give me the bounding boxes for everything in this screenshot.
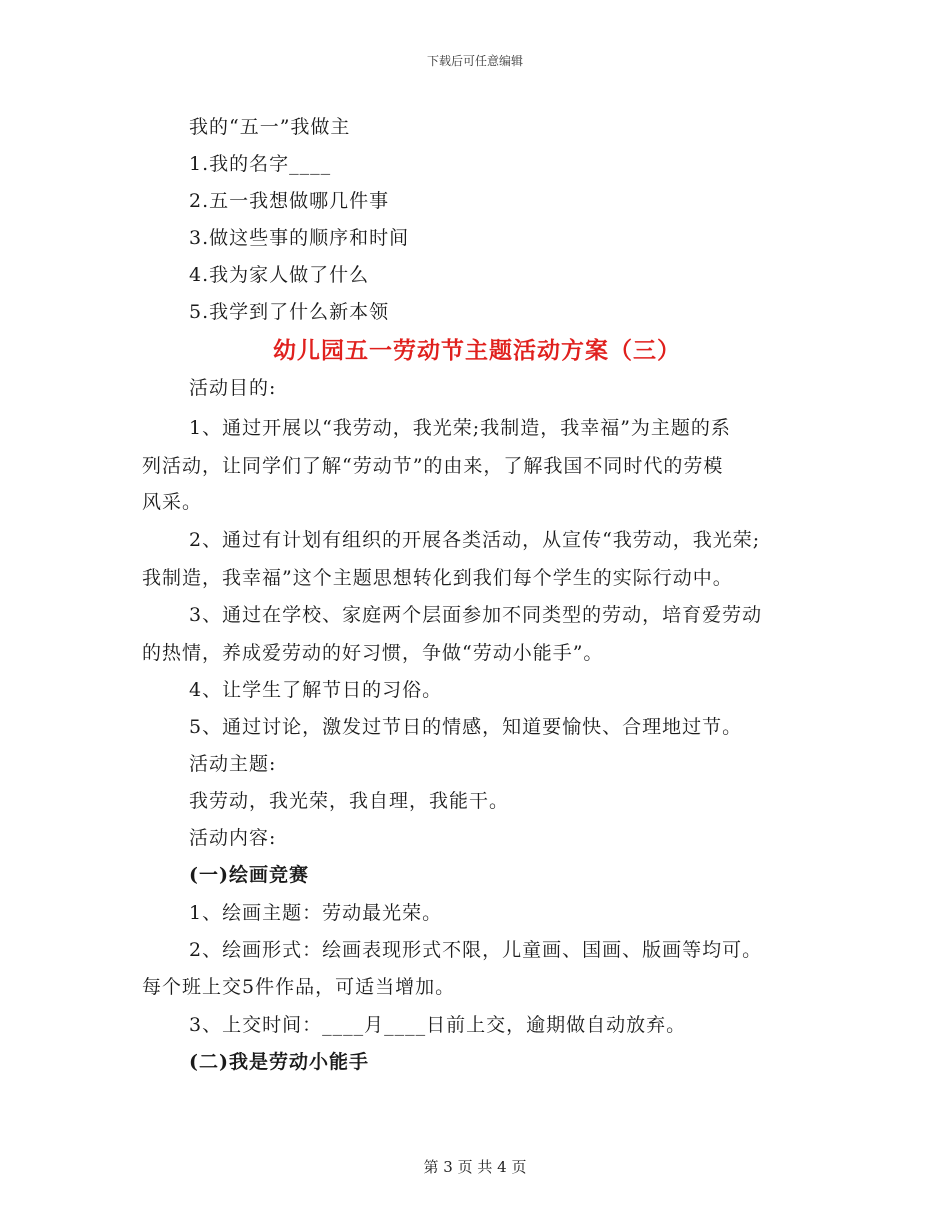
goal-paragraph: 风采。 [142, 491, 203, 513]
content-heading: 活动内容: [189, 827, 277, 849]
part1-item: 2、绘画形式：绘画表现形式不限，儿童画、国画、版画等均可。 [189, 939, 763, 961]
form-item: 1.我的名字____ [189, 153, 332, 175]
part1-heading: (一)绘画竞赛 [189, 864, 309, 886]
form-item: 2.五一我想做哪几件事 [189, 190, 390, 212]
goal-paragraph: 的热情，养成爱劳动的好习惯，争做“劳动小能手”。 [142, 642, 604, 664]
theme-text: 我劳动，我光荣，我自理，我能干。 [189, 790, 510, 812]
goal-paragraph: 3、通过在学校、家庭两个层面参加不同类型的劳动，培育爱劳动 [189, 604, 763, 626]
section-title: 幼儿园五一劳动节主题活动方案（三） [273, 337, 681, 364]
form-title: 我的“五一”我做主 [189, 116, 351, 138]
form-item: 3.做这些事的顺序和时间 [189, 227, 410, 249]
goal-paragraph: 5、通过讨论，激发过节日的情感，知道要愉快、合理地过节。 [189, 716, 743, 738]
goal-paragraph: 2、通过有计划有组织的开展各类活动，从宣传“我劳动，我光荣; [189, 529, 761, 551]
part1-item: 3、上交时间：____月____日前上交，逾期做自动放弃。 [189, 1014, 687, 1036]
theme-heading: 活动主题: [189, 753, 277, 775]
page-footer: 第 3 页 共 4 页 [423, 1158, 527, 1176]
form-item: 4.我为家人做了什么 [189, 264, 370, 286]
goal-heading: 活动目的: [189, 377, 277, 399]
part1-item: 每个班上交5件作品，可适当增加。 [142, 976, 456, 998]
form-item: 5.我学到了什么新本领 [189, 301, 390, 323]
page-header: 下载后可任意编辑 [426, 54, 523, 68]
goal-paragraph: 我制造，我幸福”这个主题思想转化到我们每个学生的实际行动中。 [142, 567, 733, 589]
part2-heading: (二)我是劳动小能手 [189, 1051, 369, 1073]
goal-paragraph: 列活动，让同学们了解“劳动节”的由来，了解我国不同时代的劳模 [142, 455, 724, 477]
goal-paragraph: 4、让学生了解节日的习俗。 [189, 679, 443, 701]
part1-item: 1、绘画主题：劳动最光荣。 [189, 902, 443, 924]
goal-paragraph: 1、通过开展以“我劳动，我光荣;我制造，我幸福”为主题的系 [189, 417, 731, 439]
